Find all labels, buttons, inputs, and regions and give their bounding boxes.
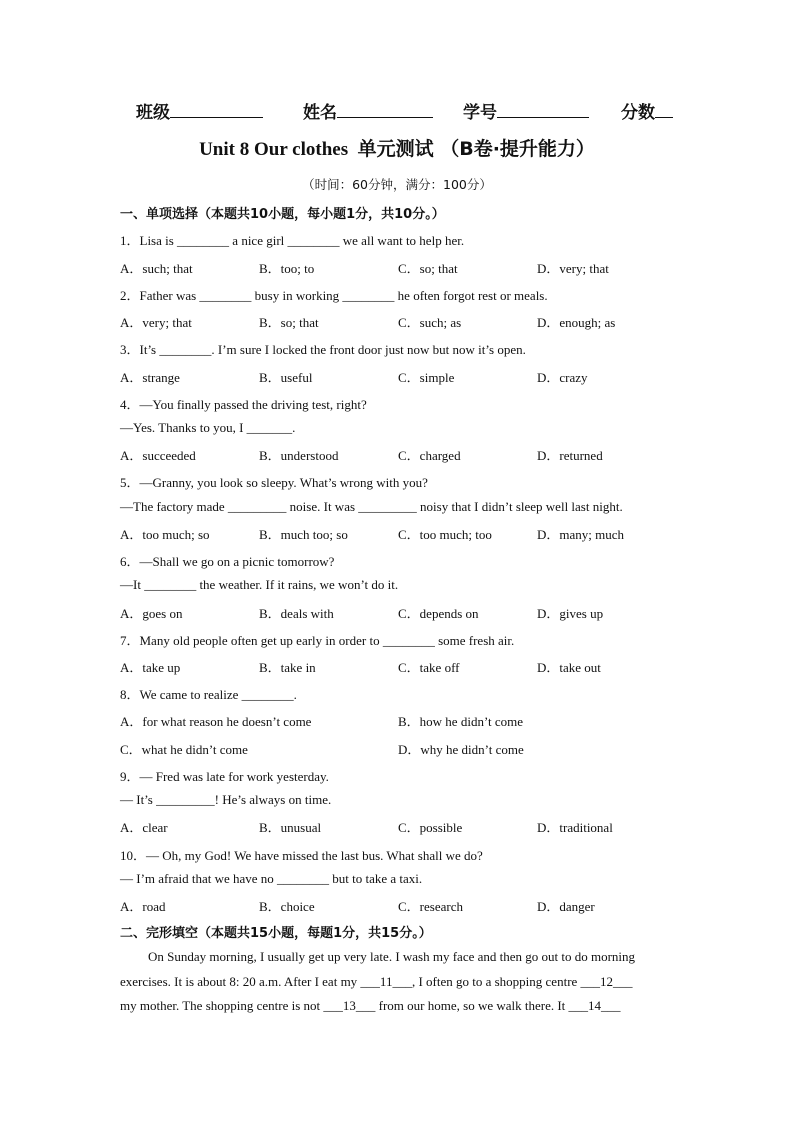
q3-option-b[interactable]: B．useful (259, 370, 313, 385)
q7-option-c[interactable]: C．take off (398, 660, 460, 675)
question-3: 3．It’s ________. I’m sure I locked the front door just now but now it’s open. (120, 342, 526, 357)
question-4-reply: —Yes. Thanks to you, I _______. (120, 420, 296, 435)
q5-option-d[interactable]: D．many; much (537, 527, 625, 542)
class-label: 班级 (136, 103, 170, 123)
title-english: Unit 8 Our clothes (199, 139, 349, 160)
score-field (621, 98, 673, 123)
question-5: 5．—Granny, you look so sleepy. What’s wrong with you? (120, 475, 428, 490)
q4-option-c[interactable]: C．charged (398, 448, 461, 463)
q10-option-c[interactable]: C．research (398, 899, 463, 914)
q6-option-a[interactable]: A．goes on (120, 606, 183, 621)
q2-option-b[interactable]: B．so; that (259, 315, 319, 330)
question-1: 1．Lisa is ________ a nice girl ________ we all want to help her. (120, 233, 465, 248)
section2-heading: 二、完形填空（本题共15小题，每题1分，共15分。） (120, 926, 432, 941)
question-7: 7．Many old people often get up early in order to ________ some fresh air. (120, 633, 515, 648)
q5-option-b[interactable]: B．much too; so (259, 527, 348, 542)
passage-line-2: exercises. It is about 8: 20 a.m. After I eat my ___11___, I often go to a shopping centre ___12___ (120, 974, 633, 989)
score-blank[interactable] (655, 103, 673, 118)
q10-option-d[interactable]: D．danger (537, 899, 595, 914)
title-chinese: 单元测试 （B卷·提升能力） (357, 138, 595, 160)
question-6: 6．—Shall we go on a picnic tomorrow? (120, 554, 335, 569)
name-field (303, 98, 433, 123)
q8-option-d[interactable]: D．why he didn’t come (398, 742, 524, 757)
q10-option-a[interactable]: A．road (120, 899, 166, 914)
name-label: 姓名 (303, 103, 337, 123)
q9-option-b[interactable]: B．unusual (259, 820, 322, 835)
q4-option-d[interactable]: D．returned (537, 448, 603, 463)
question-4: 4．—You finally passed the driving test, right? (120, 397, 367, 412)
q8-option-a[interactable]: A．for what reason he doesn’t come (120, 714, 312, 729)
question-9: 9．— Fred was late for work yesterday. (120, 769, 329, 784)
page-title (0, 134, 794, 161)
question-2: 2．Father was ________ busy in working ________ he often forgot rest or meals. (120, 288, 548, 303)
q7-option-a[interactable]: A．take up (120, 660, 181, 675)
q9-option-c[interactable]: C．possible (398, 820, 463, 835)
q2-option-c[interactable]: C．such; as (398, 315, 462, 330)
q4-option-a[interactable]: A．succeeded (120, 448, 196, 463)
q10-option-b[interactable]: B．choice (259, 899, 315, 914)
passage-line-1: On Sunday morning, I usually get up very late. I wash my face and then go out to do morning (148, 949, 636, 964)
q6-option-c[interactable]: C．depends on (398, 606, 479, 621)
q2-option-d[interactable]: D．enough; as (537, 315, 616, 330)
q5-option-a[interactable]: A．too much; so (120, 527, 210, 542)
class-blank[interactable] (170, 103, 263, 118)
page-subtitle: （时间：60分钟，满分：100分） (302, 177, 492, 192)
passage-line-3: my mother. The shopping centre is not ___13___ from our home, so we walk there. It ___14___ (120, 998, 621, 1013)
q8-option-b[interactable]: B．how he didn’t come (398, 714, 524, 729)
q1-option-a[interactable]: A．such; that (120, 261, 193, 276)
question-5-reply: —The factory made _________ noise. It was _________ noisy that I didn’t sleep well last night. (120, 499, 623, 514)
q3-option-d[interactable]: D．crazy (537, 370, 588, 385)
q8-option-c[interactable]: C．what he didn’t come (120, 742, 248, 757)
score-label: 分数 (621, 103, 655, 123)
id-field (463, 98, 589, 123)
q3-option-c[interactable]: C．simple (398, 370, 455, 385)
id-blank[interactable] (497, 103, 589, 118)
q6-option-b[interactable]: B．deals with (259, 606, 334, 621)
q7-option-b[interactable]: B．take in (259, 660, 316, 675)
q7-option-d[interactable]: D．take out (537, 660, 601, 675)
question-9-reply: — It’s _________! He’s always on time. (120, 792, 332, 807)
q2-option-a[interactable]: A．very; that (120, 315, 192, 330)
q9-option-d[interactable]: D．traditional (537, 820, 613, 835)
question-6-reply: —It ________ the weather. If it rains, we won’t do it. (120, 577, 399, 592)
q4-option-b[interactable]: B．understood (259, 448, 339, 463)
q3-option-a[interactable]: A．strange (120, 370, 180, 385)
question-8: 8．We came to realize ________. (120, 687, 297, 702)
q5-option-c[interactable]: C．too much; too (398, 527, 492, 542)
q1-option-d[interactable]: D．very; that (537, 261, 609, 276)
class-field (136, 98, 263, 123)
section1-heading: 一、单项选择（本题共10小题，每小题1分，共10分。） (120, 207, 445, 222)
question-10-reply: — I’m afraid that we have no ________ but to take a taxi. (120, 871, 423, 886)
q6-option-d[interactable]: D．gives up (537, 606, 604, 621)
id-label: 学号 (463, 103, 497, 123)
name-blank[interactable] (337, 103, 433, 118)
q9-option-a[interactable]: A．clear (120, 820, 168, 835)
q1-option-b[interactable]: B．too; to (259, 261, 315, 276)
q1-option-c[interactable]: C．so; that (398, 261, 458, 276)
question-10: 10．— Oh, my God! We have missed the last bus. What shall we do? (120, 848, 483, 863)
